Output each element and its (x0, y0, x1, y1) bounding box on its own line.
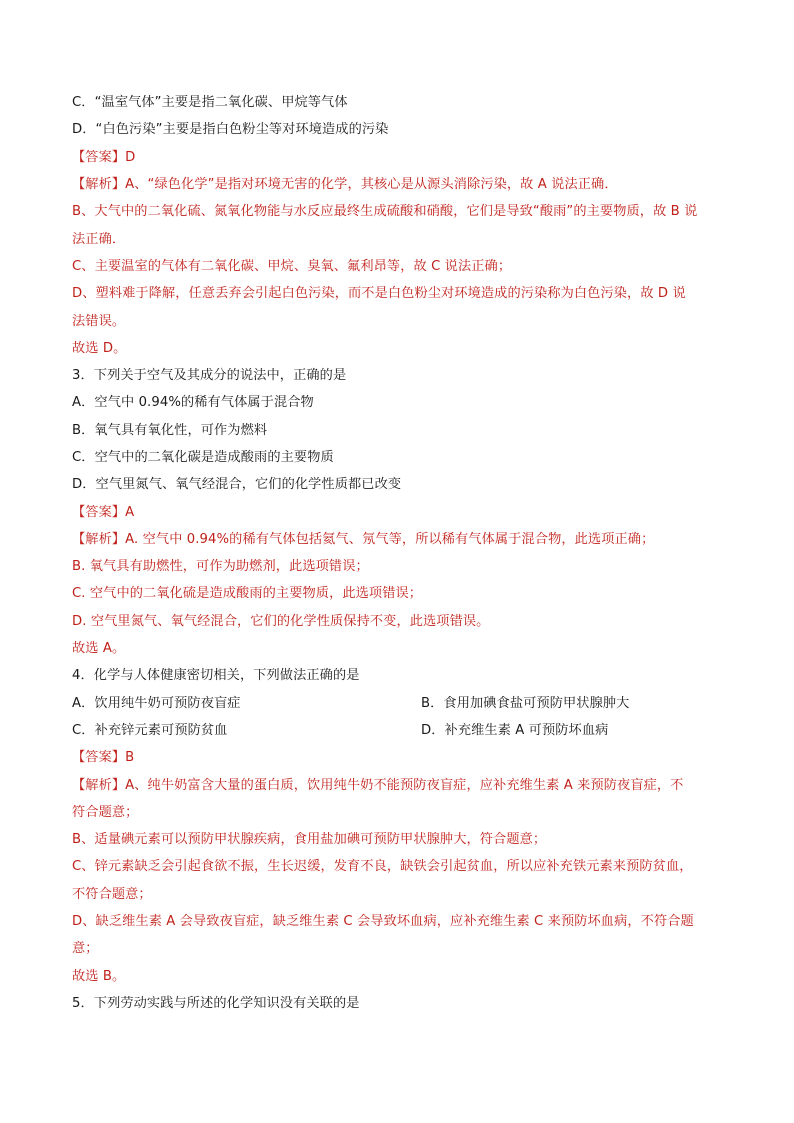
line-text: A．饮用纯牛奶可预防夜盲症 (72, 696, 241, 711)
answer-line (72, 231, 125, 249)
answer-line (72, 804, 138, 822)
line-text: 4．化学与人体健康密切相关，下列做法正确的是 (72, 668, 360, 683)
line-text: 【解析】A、“绿色化学”是指对环境无害的化学，其核心是从源头消除污染，故 A 说法正确． (72, 177, 618, 192)
answer-line (72, 558, 369, 576)
line-text: D．空气里氮气、氧气经混合，它们的化学性质都已改变 (72, 477, 402, 492)
answer-line (72, 831, 546, 849)
question-line (72, 722, 609, 740)
answer-line (72, 940, 99, 958)
line-text: D. 空气里氮气、氧气经混合，它们的化学性质保持不变，此选项错误。 (72, 614, 490, 629)
answer-line (72, 777, 683, 795)
line-text: C．补充锌元素可预防贫血 (72, 723, 228, 738)
line-text: 不符合题意； (72, 887, 152, 902)
question-line (72, 449, 334, 467)
line-text: 法正确． (72, 232, 126, 247)
line-text: D、塑料难于降解，任意丢弃会引起白色污染，而不是白色粉尘对环境造成的污染称为白色污染，故 D 说 (72, 286, 686, 301)
answer-line (72, 913, 694, 931)
line-text: 【答案】A (72, 505, 135, 520)
question-line (72, 476, 401, 494)
line-text: C．“温室气体”主要是指二氧化碳、甲烷等气体 (72, 95, 348, 110)
answer-line (72, 313, 125, 331)
answer-line (72, 585, 422, 603)
line-text: C、主要温室的气体有二氧化碳、甲烷、臭氧、氟利昂等，故 C 说法正确； (72, 259, 512, 274)
option-second-column: D．补充维生素 A 可预防坏血病 (421, 723, 609, 738)
question-line (72, 121, 388, 139)
line-text: B、大气中的二氧化硫、氮氧化物能与水反应最终生成硫酸和硝酸，它们是导致“酸雨”的主要物质，故 B 说 (72, 204, 698, 219)
answer-line (72, 886, 152, 904)
answer-line (72, 285, 686, 303)
line-text: 符合题意； (72, 805, 139, 820)
question-line (72, 94, 348, 112)
answer-line (72, 640, 125, 658)
question-line (72, 695, 630, 713)
line-text: 5．下列劳动实践与所述的化学知识没有关联的是 (72, 996, 360, 1011)
option-second-column: B．食用加碘食盐可预防甲状腺肿大 (421, 696, 630, 711)
line-text: B．氧气具有氧化性，可作为燃料 (72, 423, 268, 438)
answer-line (72, 531, 654, 549)
line-text: C、锌元素缺乏会引起食欲不振，生长迟缓，发育不良，缺铁会引起贫血，所以应补充铁元素来预防贫血， (72, 859, 693, 874)
answer-line (72, 749, 134, 767)
question-line (72, 367, 346, 385)
line-text: B、适量碘元素可以预防甲状腺疾病，食用盐加碘可预防甲状腺肿大，符合题意； (72, 832, 547, 847)
question-line (72, 422, 267, 440)
answer-line (72, 149, 135, 167)
answer-line (72, 968, 125, 986)
question-line (72, 995, 360, 1013)
line-text: 故选 A。 (72, 641, 126, 656)
answer-line (72, 258, 511, 276)
line-text: B. 氧气具有助燃性，可作为助燃剂，此选项错误； (72, 559, 369, 574)
answer-line (72, 613, 489, 631)
line-text: 意； (72, 941, 99, 956)
line-text: 法错误。 (72, 314, 126, 329)
line-text: 【解析】A、纯牛奶富含大量的蛋白质，饮用纯牛奶不能预防夜盲症，应补充维生素 A 来预防夜盲症，不 (72, 778, 684, 793)
line-text: D．“白色污染”主要是指白色粉尘等对环境造成的污染 (72, 122, 389, 137)
answer-line (72, 504, 134, 522)
line-text: 【答案】B (72, 750, 135, 765)
question-line (72, 667, 360, 685)
line-text: 【解析】A. 空气中 0.94%的稀有气体包括氦气、氖气等，所以稀有气体属于混合物，此选项正确； (72, 532, 655, 547)
answer-line (72, 340, 126, 358)
line-text: 故选 B。 (72, 969, 126, 984)
line-text: C．空气中的二氧化碳是造成酸雨的主要物质 (72, 450, 334, 465)
line-text: 故选 D。 (72, 341, 127, 356)
question-line (72, 394, 314, 412)
answer-line (72, 203, 697, 221)
answer-line (72, 858, 693, 876)
line-text: D、缺乏维生素 A 会导致夜盲症，缺乏维生素 C 会导致坏血病，应补充维生素 C 来预防坏血病，不符合题 (72, 914, 694, 929)
line-text: A．空气中 0.94%的稀有气体属于混合物 (72, 395, 314, 410)
line-text: 3．下列关于空气及其成分的说法中，正确的是 (72, 368, 347, 383)
line-text: C. 空气中的二氧化硫是造成酸雨的主要物质，此选项错误； (72, 586, 423, 601)
line-text: 【答案】D (72, 150, 136, 165)
answer-line (72, 176, 618, 194)
